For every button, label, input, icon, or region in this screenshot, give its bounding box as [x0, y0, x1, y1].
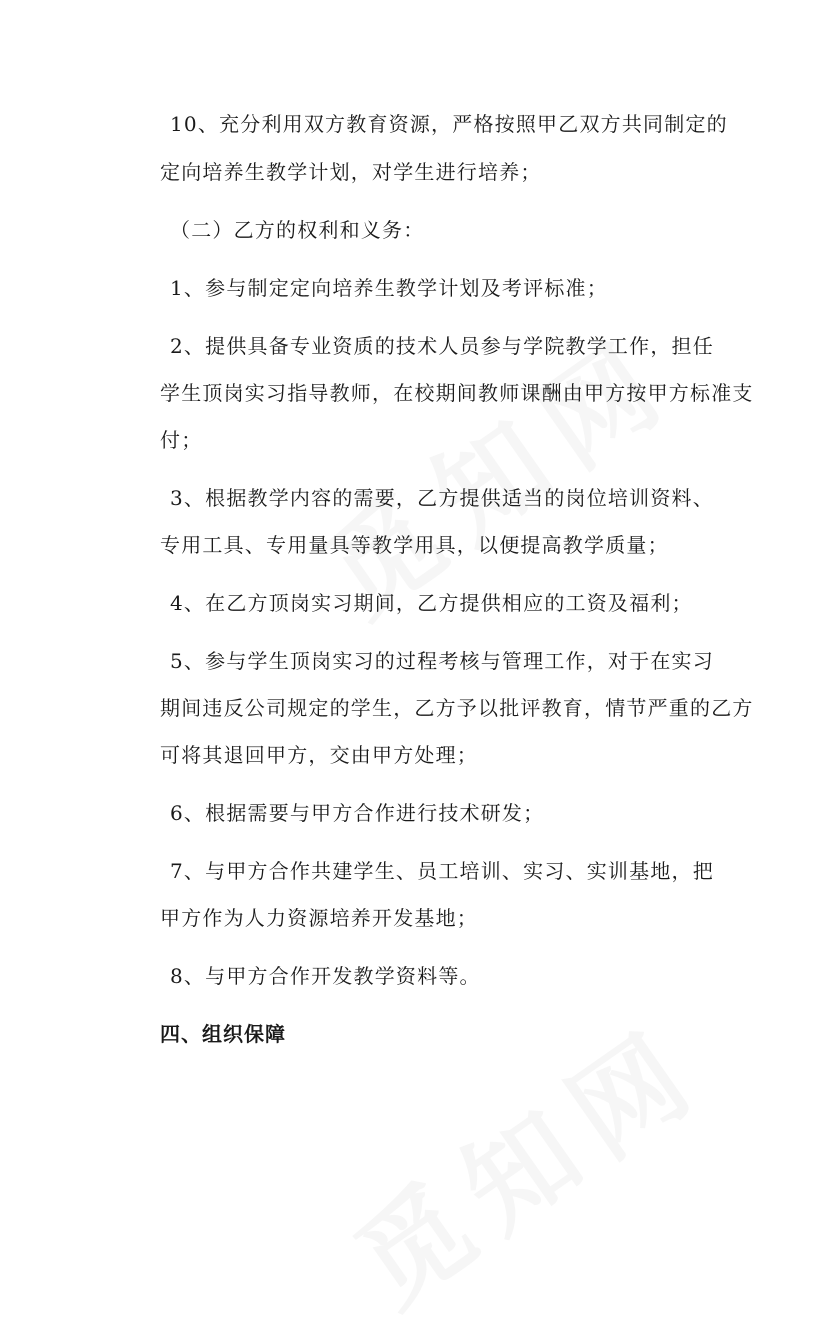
item-5-line-2: 期间违反公司规定的学生，乙方予以批评教育，情节严重的乙方 [160, 696, 754, 720]
item-8-line-1: 8、与甲方合作开发教学资料等。 [170, 964, 481, 988]
item-6-line-1: 6、根据需要与甲方合作进行技术研发； [170, 801, 545, 825]
item-2-line-3: 付； [160, 428, 203, 452]
item-7-line-2: 甲方作为人力资源培养开发基地； [160, 906, 478, 930]
item-2-line-1: 2、提供具备专业资质的技术人员参与学院教学工作，担任 [170, 334, 714, 358]
item-3-line-2: 专用工具、专用量具等教学用具，以便提高教学质量； [160, 533, 669, 557]
item-3-line-1: 3、根据教学内容的需要，乙方提供适当的岗位培训资料、 [170, 486, 714, 510]
item-5-line-3: 可将其退回甲方，交由甲方处理； [160, 743, 478, 767]
subsection-heading: （二）乙方的权利和义务： [170, 218, 425, 242]
item-7-line-1: 7、与甲方合作共建学生、员工培训、实习、实训基地，把 [170, 859, 714, 883]
item-2-line-2: 学生顶岗实习指导教师，在校期间教师课酬由甲方按甲方标准支 [160, 381, 754, 405]
paragraph-10-line-2: 定向培养生教学计划，对学生进行培养； [160, 160, 542, 184]
watermark-logo [320, 982, 730, 1335]
item-5-line-1: 5、参与学生顶岗实习的过程考核与管理工作，对于在实习 [170, 649, 714, 673]
section-heading: 四、组织保障 [160, 1022, 286, 1046]
item-1-line-1: 1、参与制定定向培养生教学计划及考评标准； [170, 276, 608, 300]
paragraph-10-line-1: 10、充分利用双方教育资源，严格按照甲乙双方共同制定的 [170, 112, 728, 136]
item-4-line-1: 4、在乙方顶岗实习期间，乙方提供相应的工资及福利； [170, 591, 693, 615]
